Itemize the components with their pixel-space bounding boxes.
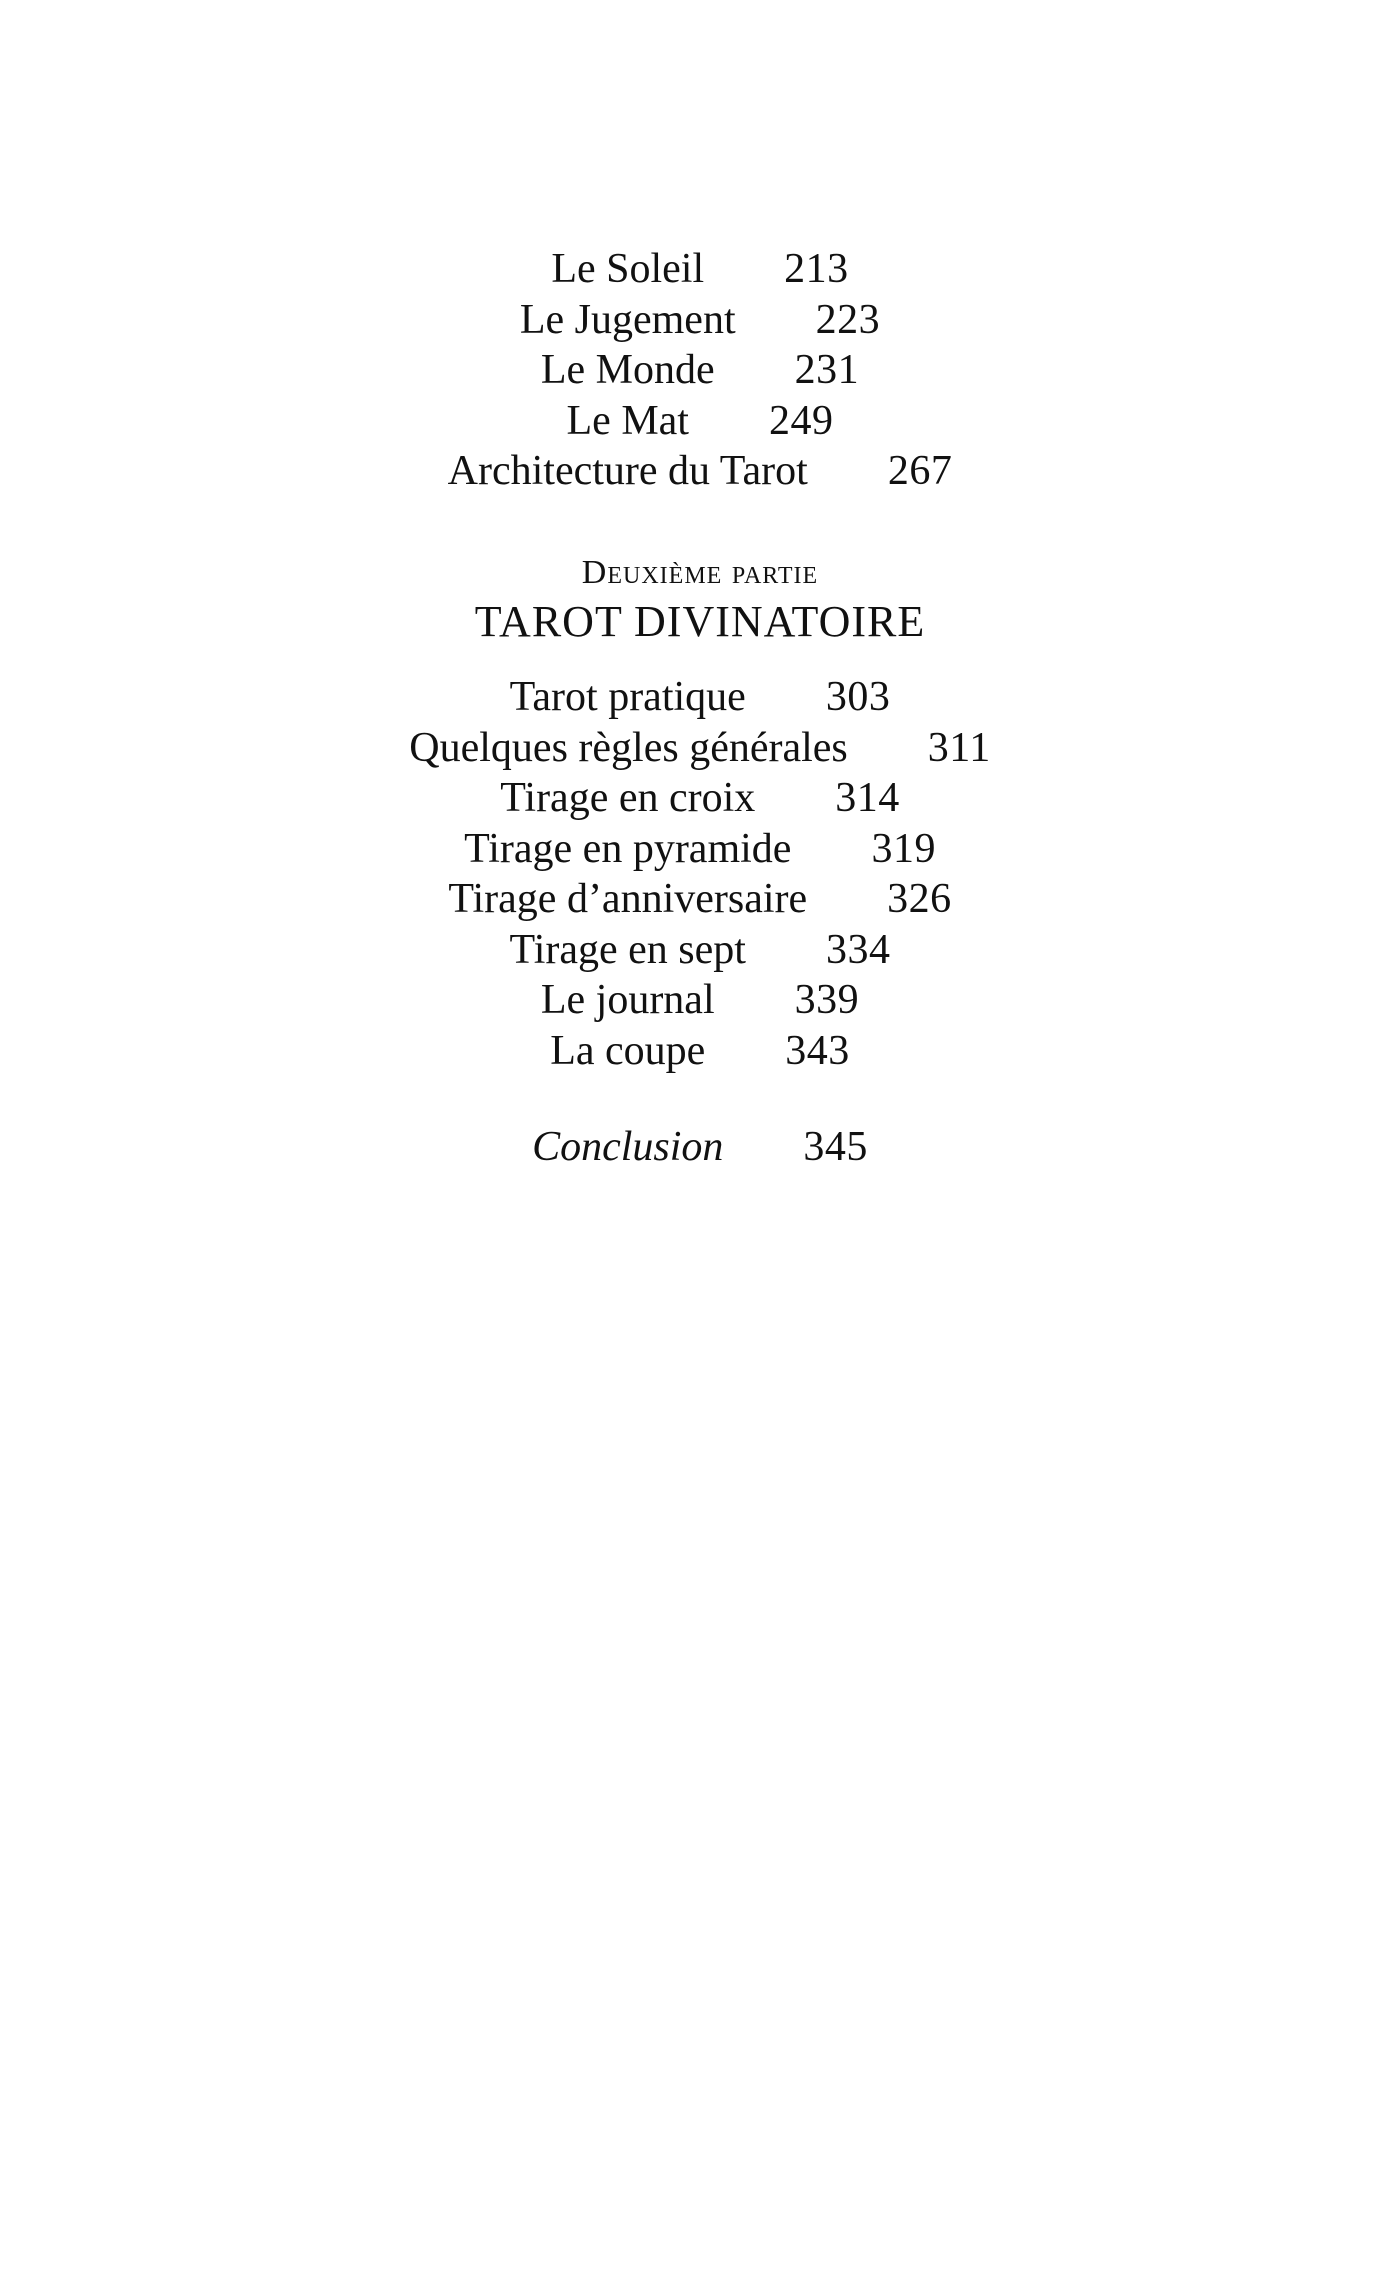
part-title: TAROT DIVINATOIRE bbox=[474, 597, 926, 646]
toc-entry-page: 339 bbox=[794, 977, 860, 1023]
toc-entry-page: 223 bbox=[815, 296, 881, 343]
toc-entry bbox=[0, 672, 1400, 723]
conclusion-page: 345 bbox=[803, 1124, 868, 1170]
toc-entry bbox=[0, 824, 1400, 875]
toc-entry-conclusion bbox=[0, 1122, 1400, 1173]
toc-entry-title: Tirage d’anniversaire bbox=[448, 876, 808, 922]
toc-entry-title: Tirage en sept bbox=[509, 926, 746, 973]
toc-entry-title: Le journal bbox=[540, 977, 715, 1023]
second-part-heading bbox=[0, 550, 1400, 648]
toc-entry-page: 314 bbox=[835, 775, 900, 821]
toc-entry-page: 343 bbox=[785, 1027, 850, 1074]
toc-entry-title: Le Jugement bbox=[519, 296, 736, 343]
toc-entry bbox=[0, 723, 1400, 774]
toc-entry bbox=[0, 396, 1400, 447]
toc-entry bbox=[0, 874, 1400, 925]
toc-entry bbox=[0, 773, 1400, 824]
toc-entry-page: 213 bbox=[784, 246, 849, 292]
conclusion-entry-block bbox=[0, 1122, 1400, 1173]
toc-entry bbox=[0, 1026, 1400, 1077]
toc-entry-title: Tarot pratique bbox=[509, 674, 746, 720]
toc-entry bbox=[0, 446, 1400, 497]
toc-entry-title: Architecture du Tarot bbox=[447, 448, 808, 494]
second-part-entries bbox=[0, 672, 1400, 1076]
conclusion-title: Conclusion bbox=[532, 1124, 724, 1170]
toc-entry bbox=[0, 925, 1400, 976]
first-part-entries bbox=[0, 244, 1400, 497]
toc-entry-title: Tirage en pyramide bbox=[464, 825, 792, 872]
toc-entry-page: 319 bbox=[871, 825, 936, 872]
toc-entry-page: 303 bbox=[825, 674, 891, 720]
toc-entry-title: Le Mat bbox=[566, 397, 689, 444]
toc-entry-page: 311 bbox=[927, 724, 991, 771]
toc-entry-title: Quelques règles générales bbox=[409, 724, 848, 771]
toc-entry-page: 231 bbox=[794, 347, 860, 393]
part-label: Deuxième partie bbox=[581, 554, 819, 591]
toc-entry-page: 326 bbox=[887, 876, 952, 922]
toc-entry-page: 334 bbox=[825, 926, 891, 973]
toc-entry bbox=[0, 295, 1400, 346]
toc-entry bbox=[0, 975, 1400, 1026]
toc-entry-title: Le Monde bbox=[540, 347, 715, 393]
toc-entry bbox=[0, 345, 1400, 396]
toc-entry bbox=[0, 244, 1400, 295]
toc-entry-title: Tirage en croix bbox=[500, 775, 756, 821]
toc-entry-title: Le Soleil bbox=[551, 246, 705, 292]
toc-entry-page: 267 bbox=[887, 448, 953, 494]
toc-entry-title: La coupe bbox=[550, 1027, 706, 1074]
toc-entry-page: 249 bbox=[768, 397, 834, 444]
